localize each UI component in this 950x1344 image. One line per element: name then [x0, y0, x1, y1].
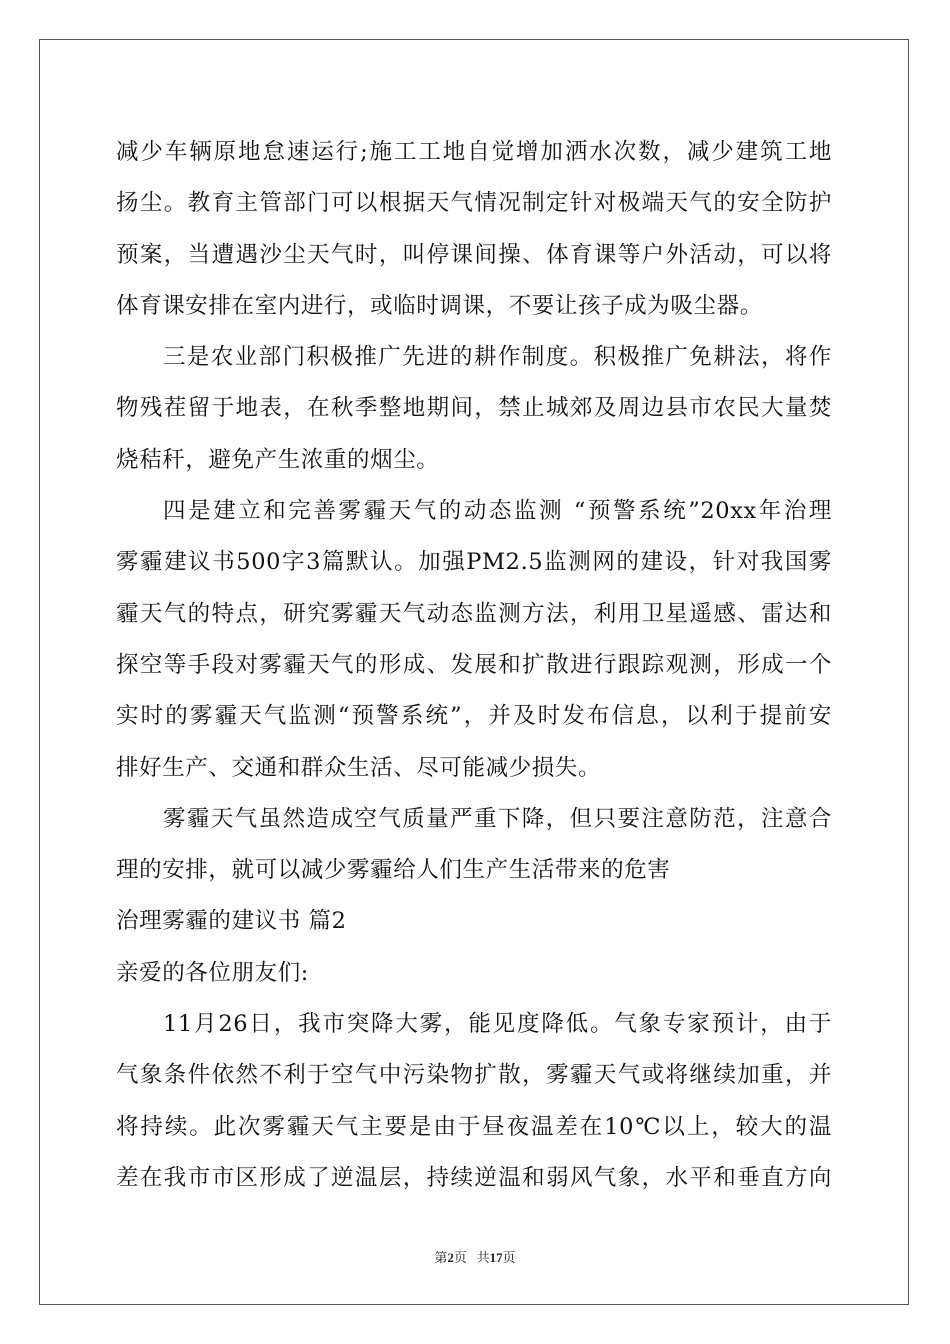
total-label-suffix: 页 [502, 1250, 516, 1265]
paragraph-start-line: 三是农业部门积极推广先进的耕作制度。积极推广免耕法，将作 [163, 344, 832, 371]
page-label-prefix: 第 [434, 1250, 448, 1265]
paragraph-start-line: 四是建立和完善雾霾天气的动态监测 “预警系统”20xx年治理 [163, 498, 832, 525]
salutation: 亲爱的各位朋友们: [116, 959, 309, 986]
text-line: 将持续。此次雾霾天气主要是由于昼夜温差在10℃以上，较大的温 [116, 1113, 832, 1140]
paragraph-start-line: 雾霾天气虽然造成空气质量严重下降，但只要注意防范，注意合 [163, 805, 832, 832]
text-line: 气象条件依然不利于空气中污染物扩散，雾霾天气或将继续加重，并 [116, 1062, 832, 1089]
text-line: 探空等手段对雾霾天气的形成、发展和扩散进行跟踪观测，形成一个 [116, 651, 832, 678]
text-line: 雾霾建议书500字3篇默认。加强PM2.5监测网的建设，针对我国雾 [116, 549, 832, 576]
total-label-prefix: 共 [476, 1250, 490, 1265]
page-number: 2 [447, 1250, 454, 1265]
text-line: 排好生产、交通和群众生活、尽可能减少损失。 [116, 754, 602, 781]
paragraph-start-line: 11月26日，我市突降大雾，能见度降低。气象专家预计，由于 [163, 1011, 832, 1038]
section-heading: 治理雾霾的建议书 篇2 [116, 908, 347, 935]
text-line: 物残茬留于地表，在秋季整地期间，禁止城郊及周边县市农民大量焚 [116, 395, 832, 422]
text-line: 实时的雾霾天气监测“预警系统”，并及时发布信息，以利于提前安 [116, 703, 832, 730]
total-pages: 17 [489, 1250, 503, 1265]
text-line: 扬尘。教育主管部门可以根据天气情况制定针对极端天气的安全防护 [116, 190, 832, 217]
document-body [116, 127, 832, 1204]
text-line: 霾天气的特点，研究雾霾天气动态监测方法，利用卫星遥感、雷达和 [116, 600, 832, 627]
text-line: 差在我市市区形成了逆温层，持续逆温和弱风气象，水平和垂直方向 [116, 1164, 832, 1191]
text-line: 烧秸秆，避免产生浓重的烟尘。 [116, 446, 440, 473]
page-footer [0, 1247, 950, 1266]
text-line: 减少车辆原地怠速运行;施工工地自觉增加洒水次数，减少建筑工地 [116, 139, 832, 165]
page-label-suffix: 页 [453, 1250, 467, 1265]
text-line: 预案，当遭遇沙尘天气时，叫停课间操、体育课等户外活动，可以将 [116, 241, 832, 268]
text-line: 理的安排，就可以减少雾霾给人们生产生活带来的危害 [116, 857, 671, 884]
text-line: 体育课安排在室内进行，或临时调课，不要让孩子成为吸尘器。 [116, 292, 763, 319]
